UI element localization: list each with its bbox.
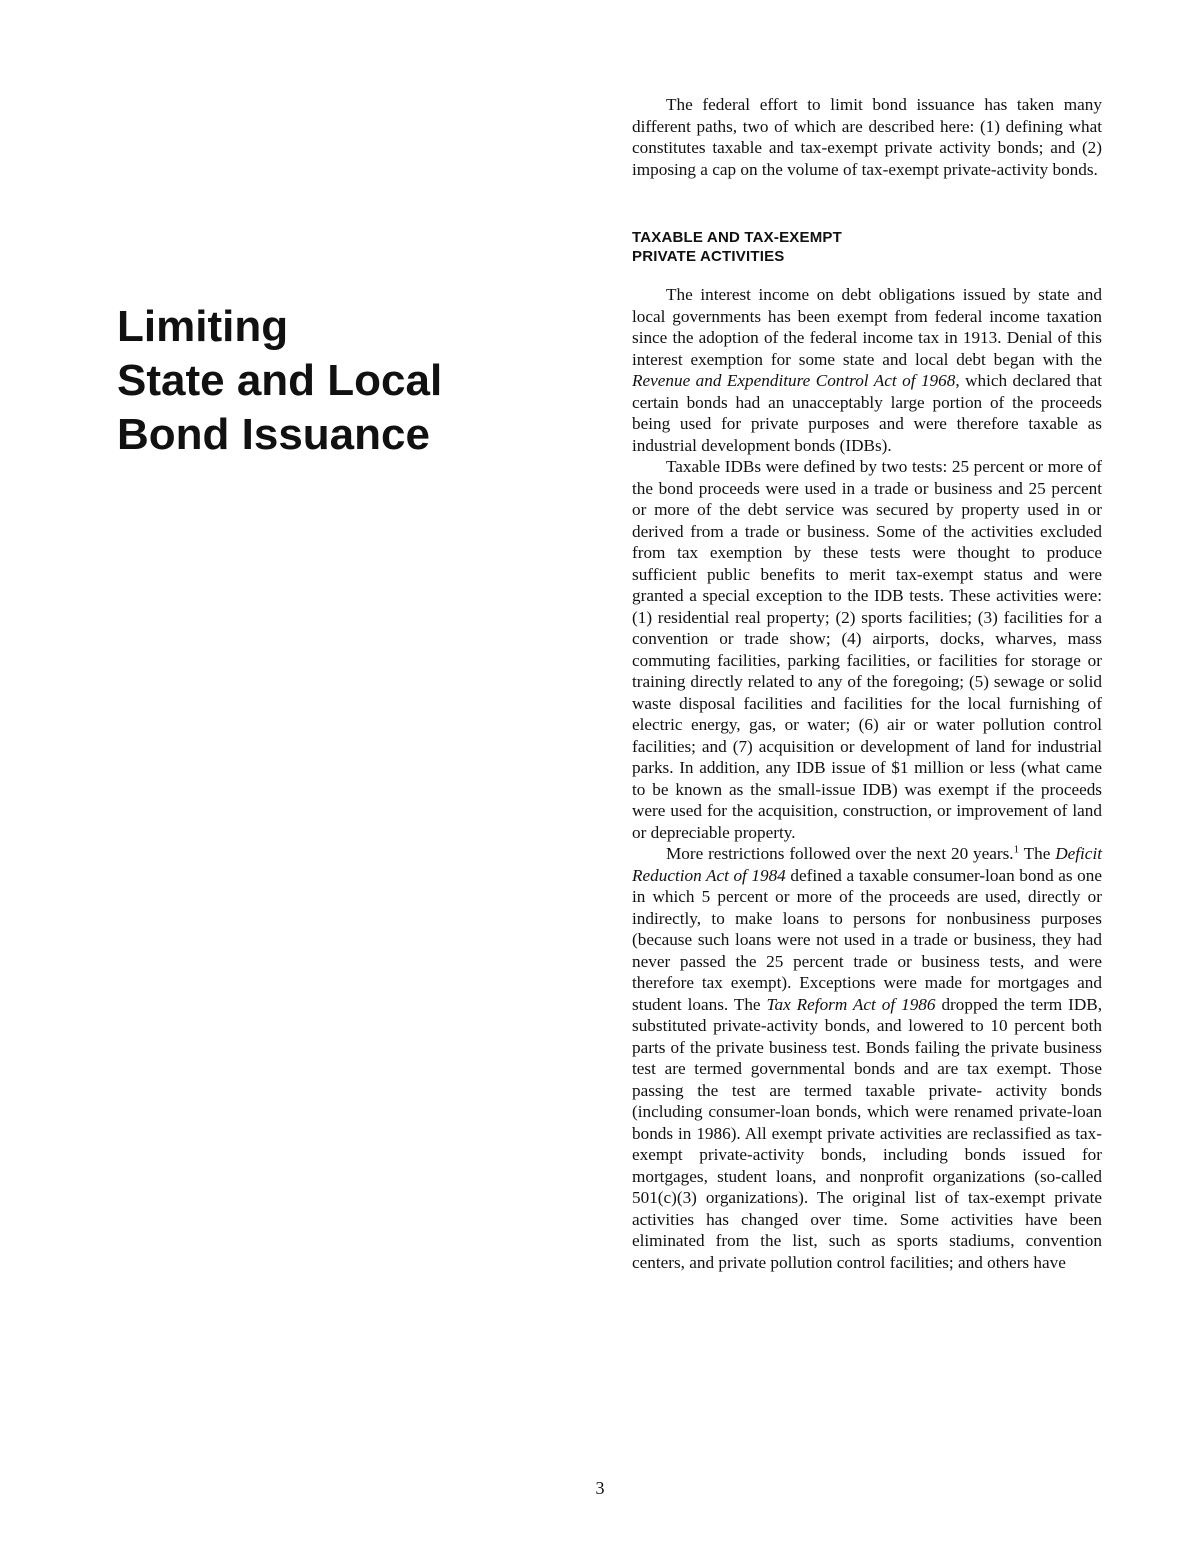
title-line-3: Bond Issuance [117,410,430,459]
act-title: Tax Reform Act of 1986 [766,994,936,1014]
paragraph-text: dropped the term IDB, substituted private-activity bonds, and lowered to 10 percent both parts of the private business test. Bonds failing the private business test are termed governmental bonds and are tax exempt. Those passing the test are termed taxable private- activity bonds (including consumer-loan bonds, which were renamed private-loan bonds in 1986). All exempt private activities are reclassified as tax-exempt private-activity bonds, including bonds issued for mortgages, student loans, and nonprofit organizations (so-called 501(c)(3) organizations). The original list of tax-exempt private activities has changed over time. Some activities have been eliminated from the list, such as sports stadiums, convention centers, and private pollution control facilities; and others have [632,994,1103,1272]
body-column [632,94,1102,1273]
paragraph-text: defined a taxable consumer-loan bond as one in which 5 percent or more of the proceeds are used, directly or indirectly, to make loans to persons for nonbusiness purposes (because such loans were not used in a trade or business, they had never passed the 25 percent trade or business tests, and were therefore tax exempt). Exceptions were made for mortgages and student loans. The [632,865,1102,1014]
paragraph-more-restrictions [632,843,1102,1273]
intro-paragraph: The federal effort to limit bond issuance has taken many different paths, two of which are described here: (1) defining what constitutes taxable and tax-exempt private activity bonds; and (2) imposing a cap on the volume of tax-exempt private-activity bonds. [632,95,1102,179]
act-title: Revenue and Expenditure Control Act of 1968 [632,371,956,390]
paragraph-text: , which declared that certain bonds had an unacceptably large portion of the proceeds being used for private purposes and were therefore taxable as industrial development bonds (IDBs). [632,371,1102,455]
section-heading-line-2: PRIVATE ACTIVITIES [632,248,785,265]
section-heading-line-1: TAXABLE AND TAX-EXEMPT [632,229,842,246]
page-title [117,300,537,462]
section-heading [632,228,1102,266]
title-line-1: Limiting [117,302,289,351]
act-title: Deficit Reduction Act of 1984 [632,844,1102,885]
footnote-marker: 1 [1013,843,1020,856]
page-number: 3 [595,1478,605,1498]
paragraph-taxable-idbs: Taxable IDBs were defined by two tests: 25 percent or more of the bond proceeds were used in a trade or business and 25 percent or more of the debt service was secured by property used in or derived from a trade or business. Some of the activities excluded from tax exemption by these tests were thought to produce sufficient public benefits to merit tax-exempt status and were granted a special exception to the IDB tests. These activities were: (1) residential real property; (2) sports facilities; (3) facilities for a convention or trade show; (4) airports, docks, wharves, mass commuting facilities, parking facilities, or facilities for storage or training directly related to any of the foregoing; (5) sewage or solid waste disposal facilities and facilities for the local furnishing of electric energy, gas, or water; (6) air or water pollution control facilities; and (7) acquisition or development of land for industrial parks. In addition, any IDB issue of $1 million or less (what came to be known as the small-issue IDB) was exempt if the proceeds were used for the acquisition, construction, or improvement of land or depreciable property. [632,457,1102,842]
title-line-2: State and Local [117,356,443,405]
paragraph-text: The [1019,844,1056,863]
paragraph-text: The interest income on debt obligations issued by state and local governments has been exempt from federal income taxation since the adoption of the federal income tax in 1913. Denial of this interest exemption for some state and local debt began with the [632,285,1102,369]
paragraph-interest-exemption [632,284,1102,456]
paragraph-text: More restrictions followed over the next 20 years. [666,844,1014,863]
